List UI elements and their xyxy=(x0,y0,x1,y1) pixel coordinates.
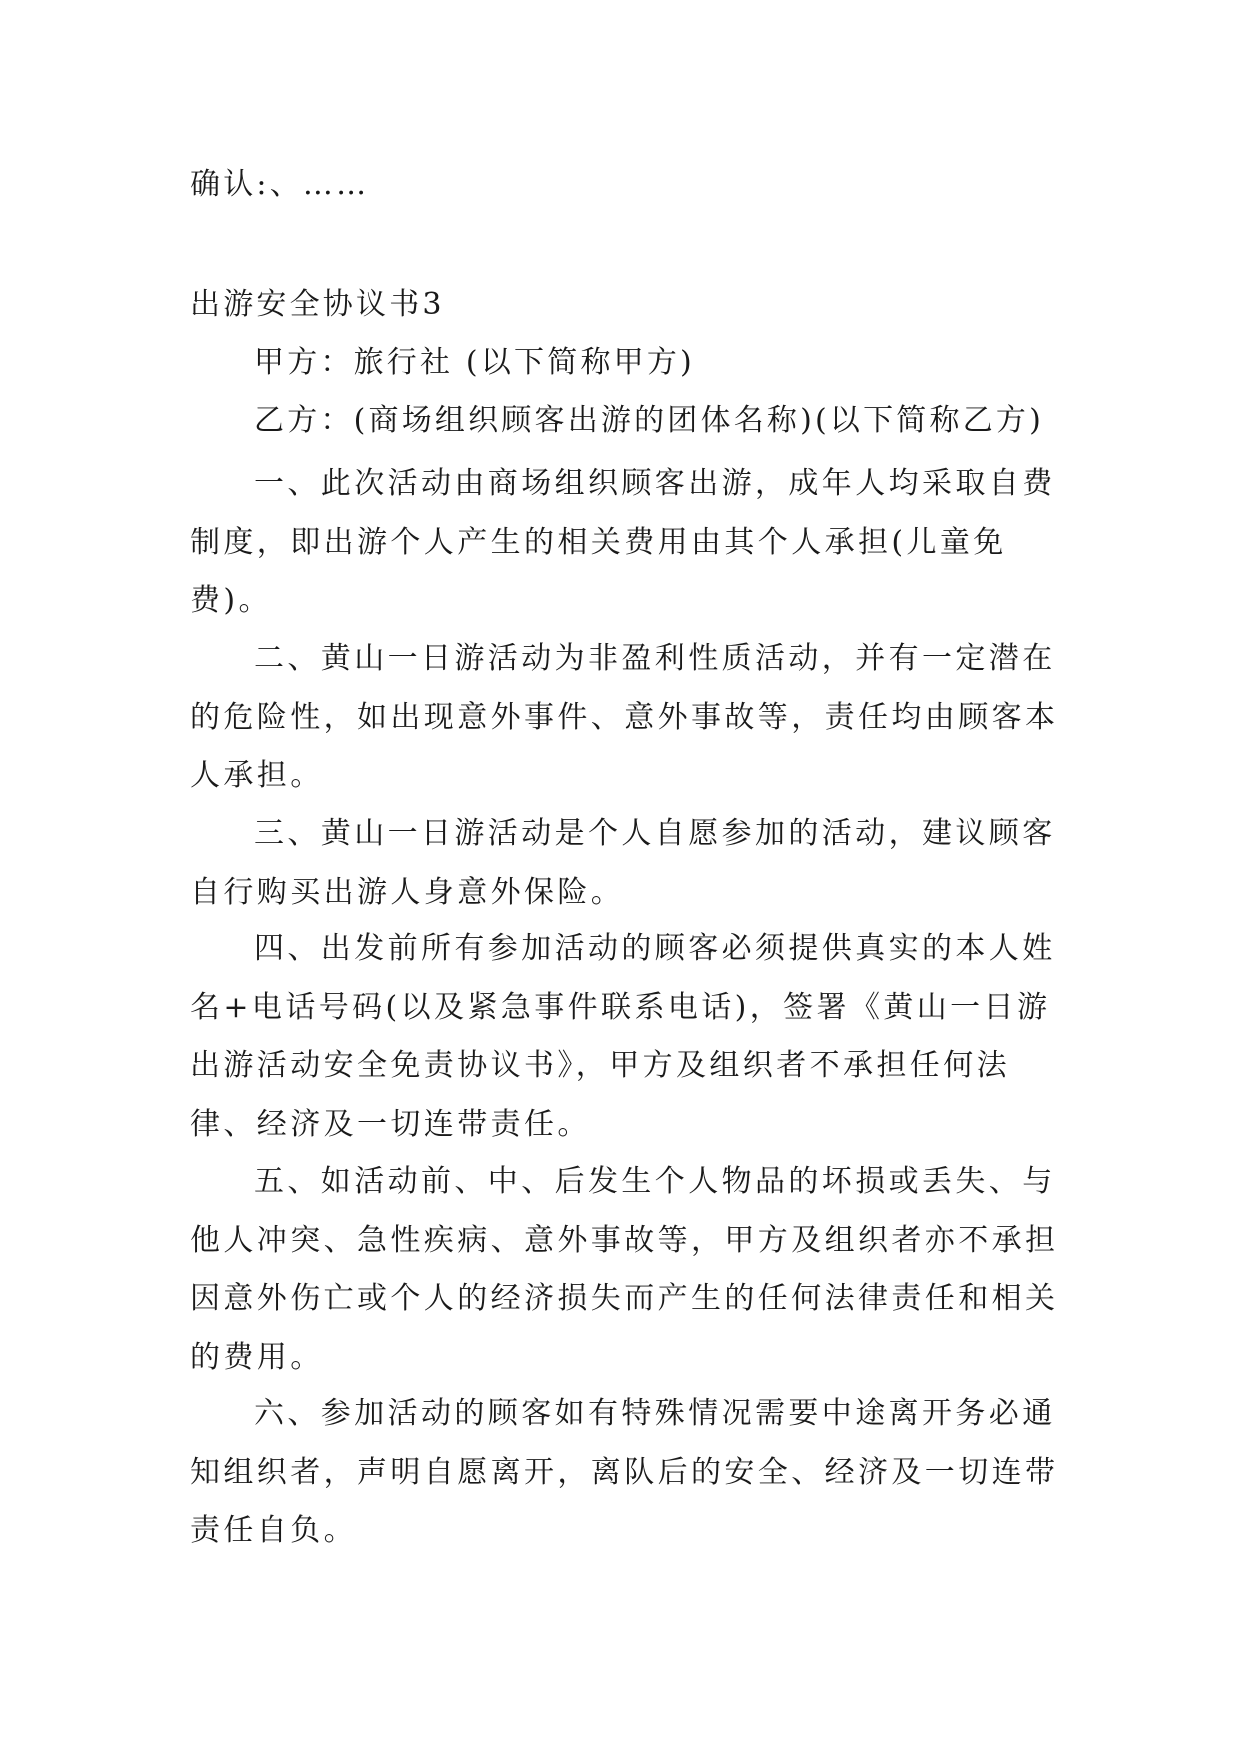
clause-6: 六、参加活动的顾客如有特殊情况需要中途离开务必通知组织者，声明自愿离开，离队后的安全、经济及一切连带责任自负。 xyxy=(190,1396,1059,1548)
party-b-line: 乙方：(商场组织顾客出游的团体名称)(以下简称乙方) xyxy=(254,403,1045,438)
document-title: 出游安全协议书3 xyxy=(190,287,445,322)
clause-2: 二、黄山一日游活动为非盈利性质活动，并有一定潜在的危险性，如出现意外事件、意外事故等，责任均由顾客本人承担。 xyxy=(190,641,1059,793)
confirm-line: 确认:、…… xyxy=(190,167,370,202)
clause-1: 一、此次活动由商场组织顾客出游，成年人均采取自费制度，即出游个人产生的相关费用由其个人承担(儿童免费)。 xyxy=(190,466,1056,618)
clause-5: 五、如活动前、中、后发生个人物品的坏损或丢失、与他人冲突、急性疾病、意外事故等，甲方及组织者亦不承担因意外伤亡或个人的经济损失而产生的任何法律责任和相关的费用。 xyxy=(190,1164,1059,1375)
party-a-line: 甲方：旅行社 (以下简称甲方) xyxy=(254,345,695,380)
clause-3: 三、黄山一日游活动是个人自愿参加的活动，建议顾客自行购买出游人身意外保险。 xyxy=(190,816,1056,910)
clause-4: 四、出发前所有参加活动的顾客必须提供真实的本人姓名+电话号码(以及紧急事件联系电话)，签署《黄山一日游出游活动安全免责协议书》，甲方及组织者不承担任何法律、经济及一切连带责任。 xyxy=(190,931,1056,1142)
